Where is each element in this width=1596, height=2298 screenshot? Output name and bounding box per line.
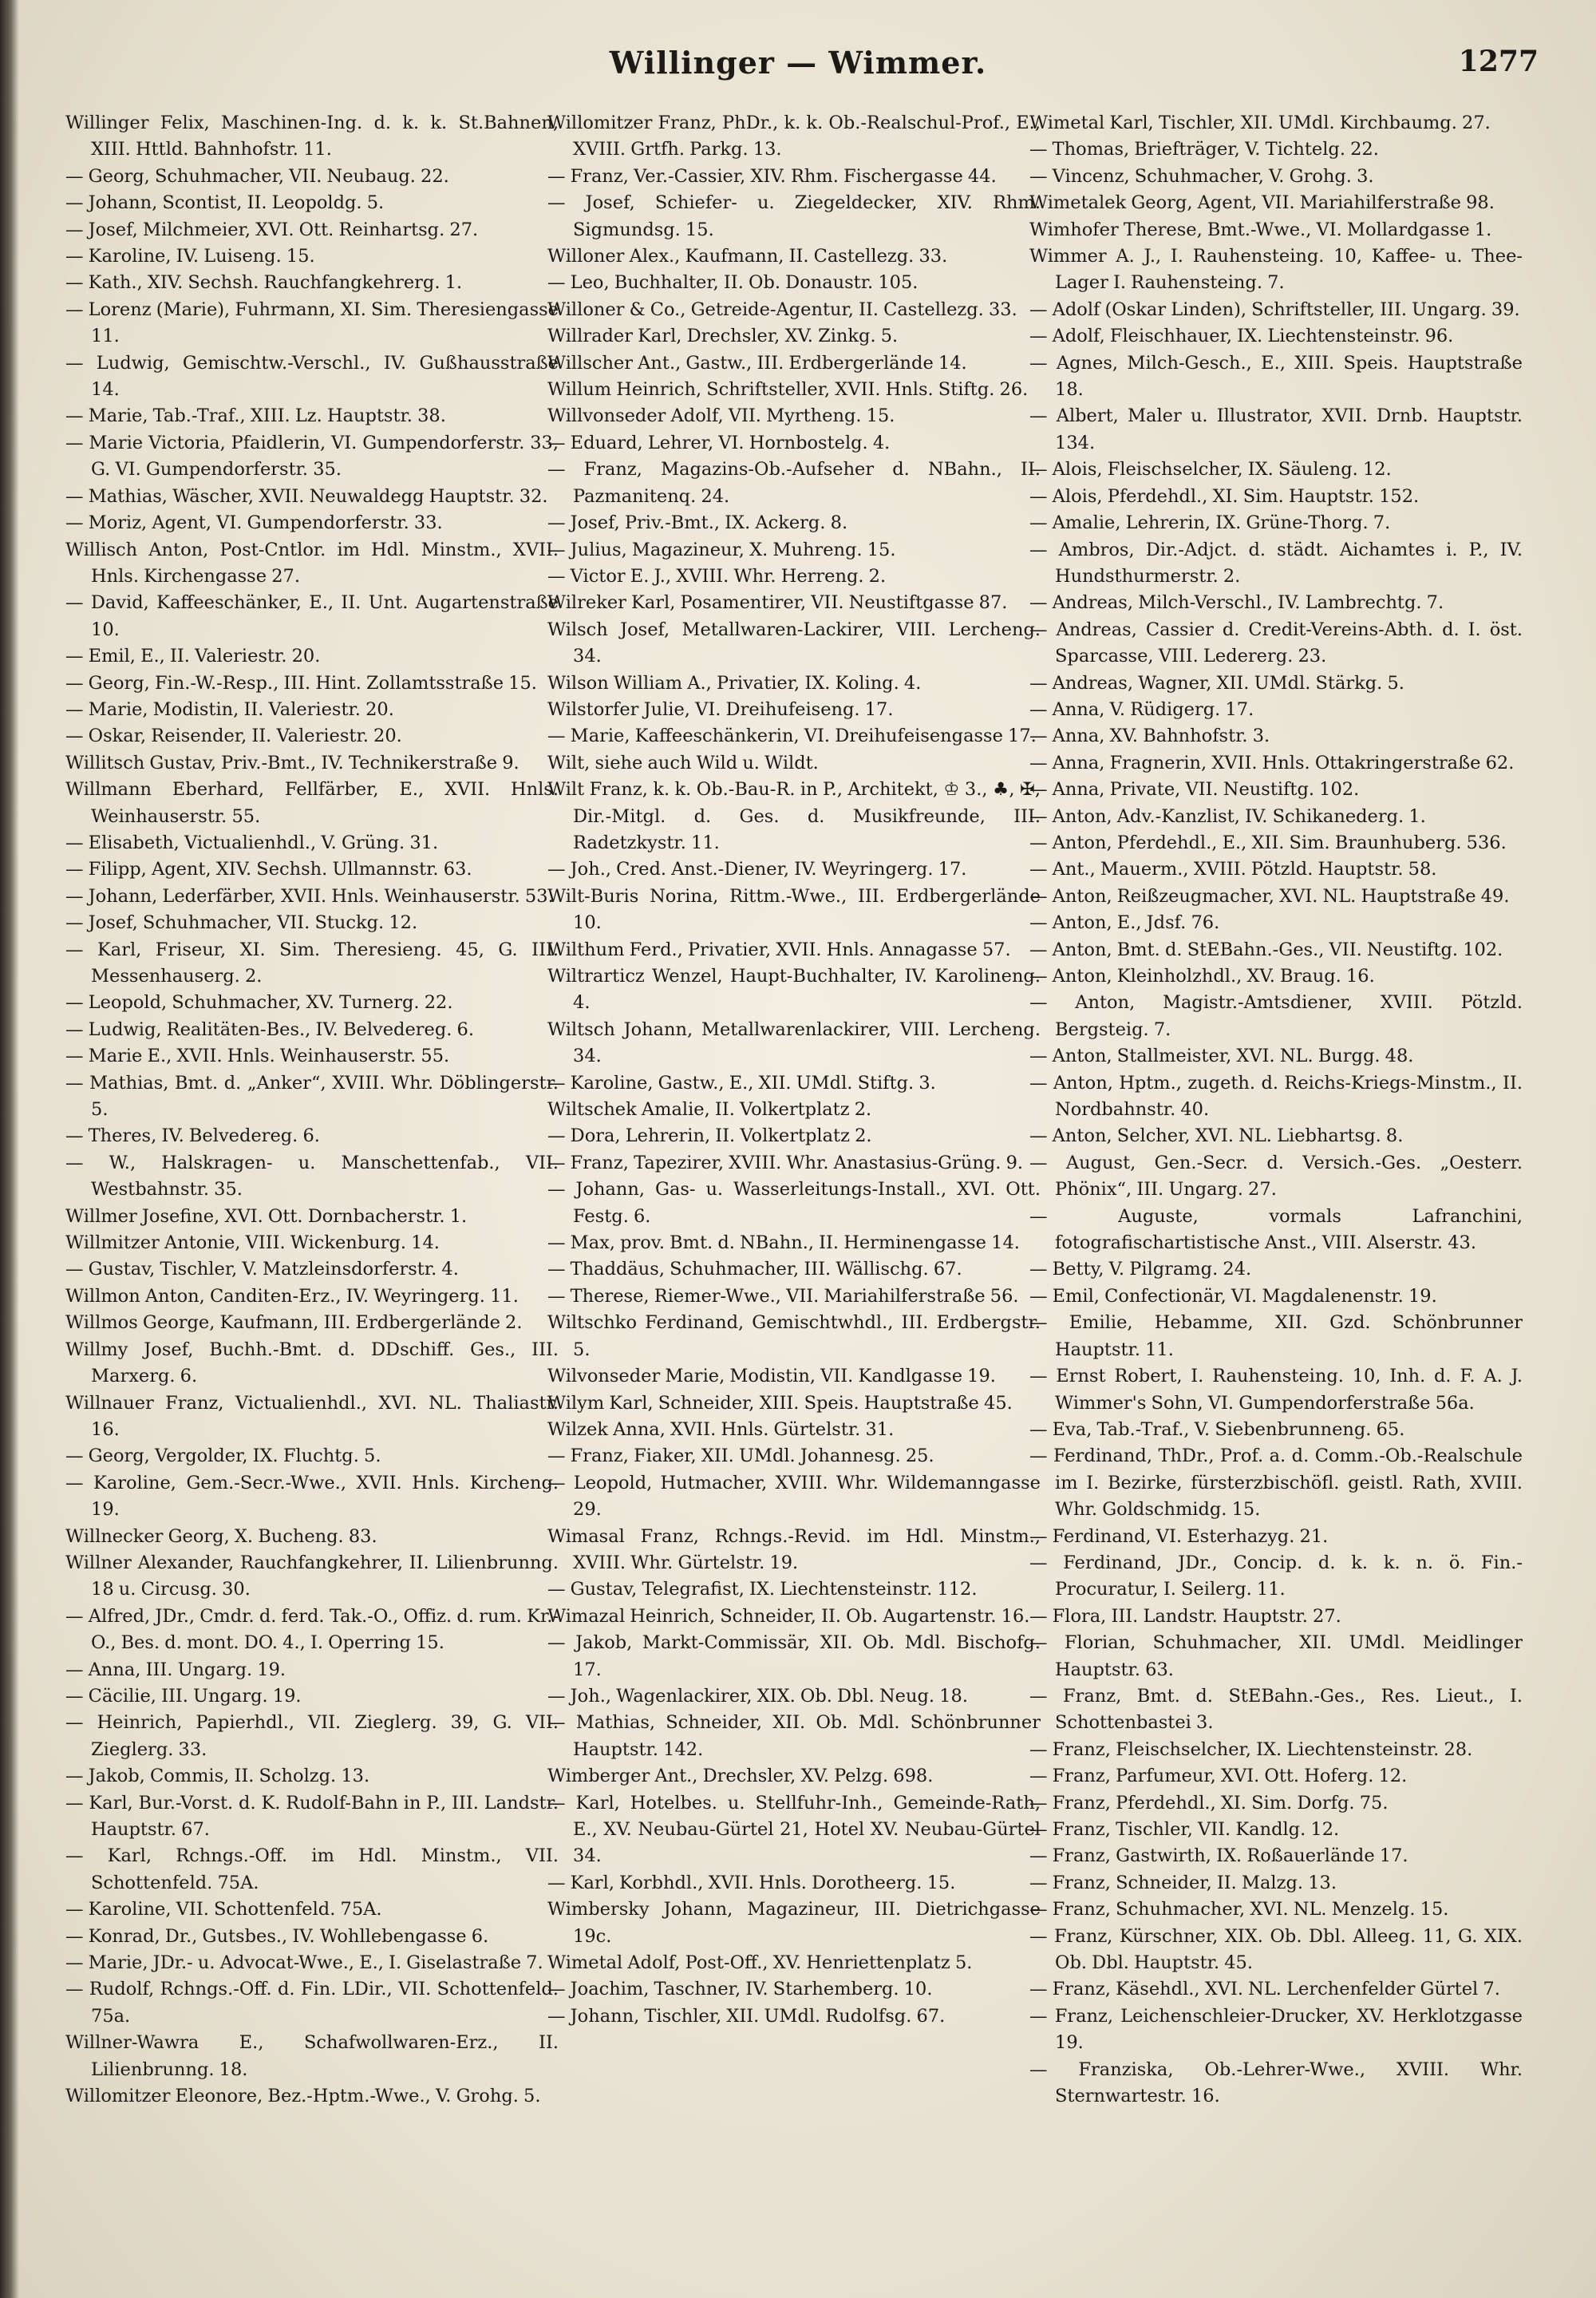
directory-entry: — Anna, XV. Bahnhofstr. 3. xyxy=(1029,726,1270,747)
directory-column-2 xyxy=(547,110,1041,2273)
page-header xyxy=(48,45,1548,101)
directory-entry: — Alois, Pferdehdl., XI. Sim. Hauptstr. 152. xyxy=(1029,485,1420,507)
directory-entry: — Georg, Vergolder, IX. Fluchtg. 5. xyxy=(65,1446,381,1467)
directory-entry: — Gustav, Tischler, V. Matzleinsdorferstr. 4. xyxy=(65,1259,459,1280)
directory-entry: — August, Gen.-Secr. d. Versich.-Ges. „Oesterr. Phönix“, III. Ungarg. 27. xyxy=(1029,1152,1523,1200)
directory-entry: — Eduard, Lehrer, VI. Hornbostelg. 4. xyxy=(547,432,891,453)
directory-entry: Willitsch Gustav, Priv.-Bmt., IV. Technikerstraße 9. xyxy=(65,752,519,773)
directory-entry: — Franz, Leichenschleier-Drucker, XV. Herklotzgasse 19. xyxy=(1029,2005,1523,2054)
directory-entry: — Auguste, vormals Lafranchini, fotografischartistische Anst., VIII. Alserstr. 43. xyxy=(1029,1205,1523,1254)
directory-entry: — Emil, Confectionär, VI. Magdalenenstr. 19. xyxy=(1029,1285,1437,1307)
directory-entry: — Andreas, Cassier d. Credit-Vereins-Abth. d. I. öst. Sparcasse, VIII. Ledererg. 23. xyxy=(1029,619,1523,667)
directory-entry: Willum Heinrich, Schriftsteller, XVII. Hnls. Stiftg. 26. xyxy=(547,379,1029,401)
directory-entry: — Alfred, JDr., Cmdr. d. ferd. Tak.-O., Offiz. d. rum. Kr.-O., Bes. d. mont. DO. 4., I. Operring 15. xyxy=(65,1605,559,1654)
directory-entry: — Betty, V. Pilgramg. 24. xyxy=(1029,1259,1252,1280)
directory-entry: — Karoline, Gem.-Secr.-Wwe., XVII. Hnls. Kircheng. 19. xyxy=(65,1472,559,1521)
directory-entry: — Emilie, Hebamme, XII. Gzd. Schönbrunner Hauptstr. 11. xyxy=(1029,1312,1523,1360)
directory-entry: Wilt Franz, k. k. Ob.-Bau-R. in P., Architekt, ♔ 3., ♣, ✠, Dir.-Mitgl. d. Ges. d. Musikfreunde, III. Radetzkystr. 11. xyxy=(547,779,1041,853)
directory-entry: — Karl, Bur.-Vorst. d. K. Rudolf-Bahn in P., III. Landstr. Hauptstr. 67. xyxy=(65,1792,559,1840)
directory-entry: — Ludwig, Realitäten-Bes., IV. Belvedereg. 6. xyxy=(65,1018,475,1040)
directory-entry: — Georg, Schuhmacher, VII. Neubaug. 22. xyxy=(65,165,449,187)
directory-entry: — Max, prov. Bmt. d. NBahn., II. Herminengasse 14. xyxy=(547,1232,1020,1254)
directory-entry: — Jakob, Markt-Commissär, XII. Ob. Mdl. Bischofg. 17. xyxy=(547,1632,1041,1680)
directory-entry: Wimhofer Therese, Bmt.-Wwe., VI. Mollardgasse 1. xyxy=(1029,219,1492,240)
directory-entry: — Filipp, Agent, XIV. Sechsh. Ullmannstr. 63. xyxy=(65,859,472,880)
directory-entry: — Thaddäus, Schuhmacher, III. Wällischg. 67. xyxy=(547,1259,962,1280)
directory-entry: — Anna, V. Rüdigerg. 17. xyxy=(1029,698,1254,720)
directory-entry: Willinger Felix, Maschinen-Ing. d. k. k. St.Bahnen, XIII. Httld. Bahnhofstr. 11. xyxy=(65,113,559,160)
directory-entry: — Theres, IV. Belvedereg. 6. xyxy=(65,1125,320,1147)
directory-entry: — Karoline, Gastw., E., XII. UMdl. Stiftg. 3. xyxy=(547,1072,936,1094)
directory-entry: — Florian, Schuhmacher, XII. UMdl. Meidlinger Hauptstr. 63. xyxy=(1029,1632,1523,1680)
directory-entry: Wilson William A., Privatier, IX. Koling. 4. xyxy=(547,672,922,694)
directory-entry: — Ernst Robert, I. Rauhensteing. 10, Inh. d. F. A. J. Wimmer's Sohn, VI. Gumpendorferstraße 56a. xyxy=(1029,1366,1523,1414)
directory-entry: — Gustav, Telegrafist, IX. Liechtensteinstr. 112. xyxy=(547,1579,978,1600)
directory-entry: — Leo, Buchhalter, II. Ob. Donaustr. 105. xyxy=(547,272,918,294)
directory-entry: — Andreas, Wagner, XII. UMdl. Stärkg. 5. xyxy=(1029,672,1404,694)
directory-entry: — Marie, Modistin, II. Valeriestr. 20. xyxy=(65,698,394,720)
directory-entry: — Flora, III. Landstr. Hauptstr. 27. xyxy=(1029,1605,1341,1627)
directory-entry: Willner-Wawra E., Schafwollwaren-Erz., II. Lilienbrunng. 18. xyxy=(65,2032,559,2080)
directory-entry: Wiltschek Amalie, II. Volkertplatz 2. xyxy=(547,1099,872,1121)
directory-entry: Wiltrarticz Wenzel, Haupt-Buchhalter, IV. Karolineng. 4. xyxy=(547,966,1041,1014)
directory-entry: — Karl, Friseur, XI. Sim. Theresieng. 45, G. III. Messenhauserg. 2. xyxy=(65,939,559,987)
directory-entry: — Vincenz, Schuhmacher, V. Grohg. 3. xyxy=(1029,165,1374,187)
directory-entry: — Karoline, IV. Luiseng. 15. xyxy=(65,246,315,267)
directory-entry: — Agnes, Milch-Gesch., E., XIII. Speis. Hauptstraße 18. xyxy=(1029,352,1523,401)
directory-entry: — Anton, E., Jdsf. 76. xyxy=(1029,912,1220,934)
directory-entry: Willoner & Co., Getreide-Agentur, II. Castellezg. 33. xyxy=(547,299,1017,320)
directory-entry: — Karl, Rchngs.-Off. im Hdl. Minstm., VII. Schottenfeld. 75A. xyxy=(65,1845,559,1893)
directory-entry: — Anton, Selcher, XVI. NL. Liebhartsg. 8. xyxy=(1029,1125,1404,1147)
directory-entry: Wimmer A. J., I. Rauhensteing. 10, Kaffee- u. Thee-Lager I. Rauhensteing. 7. xyxy=(1029,246,1523,294)
directory-entry: — Anton, Hptm., zugeth. d. Reichs-Kriegs-Minstm., II. Nordbahnstr. 40. xyxy=(1029,1072,1523,1121)
directory-entry: — Franz, Schneider, II. Malzg. 13. xyxy=(1029,1872,1337,1893)
directory-entry: — Moriz, Agent, VI. Gumpendorferstr. 33. xyxy=(65,512,443,534)
directory-entry: Wimetalek Georg, Agent, VII. Mariahilferstraße 98. xyxy=(1029,192,1495,214)
directory-entry: — Amalie, Lehrerin, IX. Grüne-Thorg. 7. xyxy=(1029,512,1391,534)
directory-entry: — Adolf, Fleischhauer, IX. Liechtensteinstr. 96. xyxy=(1029,326,1454,347)
directory-entry: Willnecker Georg, X. Bucheng. 83. xyxy=(65,1525,377,1547)
directory-entry: — Franz, Kürschner, XIX. Ob. Dbl. Alleeg. 11, G. XIX. Ob. Dbl. Hauptstr. 45. xyxy=(1029,1925,1523,1974)
directory-entry: — Franz, Tischler, VII. Kandlg. 12. xyxy=(1029,1819,1340,1840)
directory-entry: Willmitzer Antonie, VIII. Wickenburg. 14. xyxy=(65,1232,440,1254)
directory-entry: Wilthum Ferd., Privatier, XVII. Hnls. Annagasse 57. xyxy=(547,939,1011,960)
directory-entry: — Dora, Lehrerin, II. Volkertplatz 2. xyxy=(547,1125,872,1147)
directory-entry: — Mathias, Wäscher, XVII. Neuwaldegg Hauptstr. 32. xyxy=(65,485,548,507)
directory-entry: — Franz, Schuhmacher, XVI. NL. Menzelg. 15. xyxy=(1029,1899,1449,1920)
directory-column-1 xyxy=(65,110,559,2273)
directory-entry: — Ambros, Dir.-Adjct. d. städt. Aichamtes i. P., IV. Hundsthurmerstr. 2. xyxy=(1029,539,1523,587)
directory-entry: — Jakob, Commis, II. Scholzg. 13. xyxy=(65,1766,370,1787)
directory-entry: — Franz, Parfumeur, XVI. Ott. Hoferg. 12. xyxy=(1029,1766,1408,1787)
directory-entry: — Therese, Riemer-Wwe., VII. Mariahilferstraße 56. xyxy=(547,1285,1019,1307)
directory-entry: — Franziska, Ob.-Lehrer-Wwe., XVIII. Whr. Sternwartestr. 16. xyxy=(1029,2059,1523,2107)
directory-entry: Wimetal Adolf, Post-Off., XV. Henriettenplatz 5. xyxy=(547,1952,973,1974)
directory-entry: Willmy Josef, Buchh.-Bmt. d. DDschiff. Ges., III. Marxerg. 6. xyxy=(65,1339,559,1387)
directory-entry: — Rudolf, Rchngs.-Off. d. Fin. LDir., VII. Schottenfeld. 75a. xyxy=(65,1979,559,2027)
directory-entry: — Karl, Hotelbes. u. Stellfuhr-Inh., Gemeinde-Rath, E., XV. Neubau-Gürtel 21, Hotel XV. Neubau-Gürtel 34. xyxy=(547,1792,1041,1867)
directory-entry: — Josef, Schuhmacher, VII. Stuckg. 12. xyxy=(65,912,418,934)
directory-entry: Wiltsch Johann, Metallwarenlackirer, VIII. Lercheng. 34. xyxy=(547,1018,1041,1067)
directory-entry: — Anton, Bmt. d. StEBahn.-Ges., VII. Neustiftg. 102. xyxy=(1029,939,1503,960)
running-title: Willinger — Wimmer. xyxy=(609,45,987,81)
directory-entry: Willoner Alex., Kaufmann, II. Castellezg. 33. xyxy=(547,246,948,267)
directory-entry: Willomitzer Franz, PhDr., k. k. Ob.-Realschul-Prof., E., XVIII. Grtfh. Parkg. 13. xyxy=(547,113,1041,160)
directory-entry: — Mathias, Schneider, XII. Ob. Mdl. Schönbrunner Hauptstr. 142. xyxy=(547,1712,1041,1760)
directory-entry: Willmon Anton, Canditen-Erz., IV. Weyringerg. 11. xyxy=(65,1285,519,1307)
directory-column-3 xyxy=(1029,110,1523,2273)
directory-entry: Wimetal Karl, Tischler, XII. UMdl. Kirchbaumg. 27. xyxy=(1029,113,1491,133)
directory-entry: Willner Alexander, Rauchfangkehrer, II. Lilienbrunng. 18 u. Circusg. 30. xyxy=(65,1552,559,1600)
directory-entry: — Karoline, VII. Schottenfeld. 75A. xyxy=(65,1899,382,1920)
page-number: 1277 xyxy=(1458,45,1539,78)
directory-entry: — Johann, Tischler, XII. UMdl. Rudolfsg. 67. xyxy=(547,2005,946,2027)
directory-entry: — Marie E., XVII. Hnls. Weinhauserstr. 55. xyxy=(65,1046,450,1067)
directory-entry: — Johann, Gas- u. Wasserleitungs-Install., XVI. Ott. Festg. 6. xyxy=(547,1179,1041,1227)
directory-entry: Wimasal Franz, Rchngs.-Revid. im Hdl. Minstm., XVIII. Whr. Gürtelstr. 19. xyxy=(547,1525,1041,1573)
directory-entry: Willnauer Franz, Victualienhdl., XVI. NL. Thaliastr. 16. xyxy=(65,1392,559,1440)
directory-entry: — Anton, Kleinholzhdl., XV. Braug. 16. xyxy=(1029,966,1375,987)
directory-entry: Wilreker Karl, Posamentirer, VII. Neustiftgasse 87. xyxy=(547,592,1008,614)
directory-entry: — W., Halskragen- u. Manschettenfab., VII. Westbahnstr. 35. xyxy=(65,1152,559,1200)
directory-entry: — Anton, Adv.-Kanzlist, IV. Schikanederg. 1. xyxy=(1029,805,1426,827)
directory-entry: — Ludwig, Gemischtw.-Verschl., IV. Gußhausstraße 14. xyxy=(65,352,559,401)
directory-entry: Willscher Ant., Gastw., III. Erdbergerlände 14. xyxy=(547,352,967,374)
directory-entry: — Anton, Pferdehdl., E., XII. Sim. Braunhuberg. 536. xyxy=(1029,832,1507,853)
directory-entry: Wimazal Heinrich, Schneider, II. Ob. Augartenstr. 16. xyxy=(547,1605,1030,1627)
directory-entry: — Leopold, Hutmacher, XVIII. Whr. Wildemanngasse 29. xyxy=(547,1472,1041,1521)
directory-entry: Wimberger Ant., Drechsler, XV. Pelzg. 698. xyxy=(547,1766,934,1787)
directory-entry: — Joh., Wagenlackirer, XIX. Ob. Dbl. Neug. 18. xyxy=(547,1685,968,1707)
directory-entry: Willvonseder Adolf, VII. Myrtheng. 15. xyxy=(547,405,895,427)
directory-entry: — Karl, Korbhdl., XVII. Hnls. Dorotheerg. 15. xyxy=(547,1872,956,1893)
book-gutter xyxy=(0,0,19,2298)
directory-entry: Willomitzer Eleonore, Bez.-Hptm.-Wwe., V. Grohg. 5. xyxy=(65,2086,541,2107)
directory-entry: — Franz, Fiaker, XII. UMdl. Johannesg. 25. xyxy=(547,1446,934,1467)
directory-entry: Willmos George, Kaufmann, III. Erdbergerlände 2. xyxy=(65,1312,523,1334)
directory-entry: — Marie, Kaffeeschänkerin, VI. Dreihufeisengasse 17. xyxy=(547,726,1037,747)
directory-entry: — Lorenz (Marie), Fuhrmann, XI. Sim. Theresiengasse 11. xyxy=(65,299,559,347)
directory-entry: — Joh., Cred. Anst.-Diener, IV. Weyringerg. 17. xyxy=(547,859,967,880)
directory-entry: Willmann Eberhard, Fellfärber, E., XVII. Hnls. Weinhauserstr. 55. xyxy=(65,779,559,827)
directory-entry: — Elisabeth, Victualienhdl., V. Grüng. 31. xyxy=(65,832,439,853)
directory-entry: — Marie, Tab.-Traf., XIII. Lz. Hauptstr. 38. xyxy=(65,405,446,427)
directory-entry: — Heinrich, Papierhdl., VII. Zieglerg. 39, G. VII. Zieglerg. 33. xyxy=(65,1712,559,1760)
directory-entry: — Albert, Maler u. Illustrator, XVII. Drnb. Hauptstr. 134. xyxy=(1029,405,1523,453)
directory-entry: — Ant., Mauerm., XVIII. Pötzld. Hauptstr. 58. xyxy=(1029,859,1437,880)
directory-entry: Willisch Anton, Post-Cntlor. im Hdl. Minstm., XVII. Hnls. Kirchengasse 27. xyxy=(65,539,559,587)
directory-entry: — Joachim, Taschner, IV. Starhemberg. 10. xyxy=(547,1979,933,2000)
directory-entry: — Emil, E., II. Valeriestr. 20. xyxy=(65,646,321,667)
directory-entry: — Ferdinand, JDr., Concip. d. k. k. n. ö. Fin.-Procuratur, I. Seilerg. 11. xyxy=(1029,1552,1523,1600)
directory-entry: — Georg, Fin.-W.-Resp., III. Hint. Zollamtsstraße 15. xyxy=(65,672,537,694)
directory-entry: Willmer Josefine, XVI. Ott. Dornbacherstr. 1. xyxy=(65,1205,468,1227)
directory-entry: — Franz, Gastwirth, IX. Roßauerlände 17. xyxy=(1029,1845,1408,1867)
directory-entry: Wilt, siehe auch Wild u. Wildt. xyxy=(547,752,819,773)
directory-entry: Wimbersky Johann, Magazineur, III. Dietrichgasse 19c. xyxy=(547,1899,1041,1947)
directory-entry: — Victor E. J., XVIII. Whr. Herreng. 2. xyxy=(547,565,887,587)
directory-entry: — Eva, Tab.-Traf., V. Siebenbrunneng. 65. xyxy=(1029,1418,1405,1440)
directory-entry: — Cäcilie, III. Ungarg. 19. xyxy=(65,1685,302,1707)
directory-entry: Wiltschko Ferdinand, Gemischtwhdl., III. Erdbergstr. 5. xyxy=(547,1312,1041,1360)
directory-entry: — Marie Victoria, Pfaidlerin, VI. Gumpendorferstr. 33, G. VI. Gumpendorferstr. 35. xyxy=(65,432,559,481)
directory-entry: — Franz, Ver.-Cassier, XIV. Rhm. Fischergasse 44. xyxy=(547,165,997,187)
directory-entry: — Anna, Private, VII. Neustiftg. 102. xyxy=(1029,779,1360,801)
directory-entry: — Josef, Schiefer- u. Ziegeldecker, XIV. Rhm. Sigmundsg. 15. xyxy=(547,192,1041,240)
directory-entry: — Franz, Käsehdl., XVI. NL. Lerchenfelder Gürtel 7. xyxy=(1029,1979,1500,2000)
directory-entry: Wilstorfer Julie, VI. Dreihufeiseng. 17. xyxy=(547,698,894,720)
directory-entry: Willrader Karl, Drechsler, XV. Zinkg. 5. xyxy=(547,326,899,347)
directory-entry: Wilym Karl, Schneider, XIII. Speis. Hauptstraße 45. xyxy=(547,1392,1013,1414)
directory-entry: — Franz, Bmt. d. StEBahn.-Ges., Res. Lieut., I. Schottenbastei 3. xyxy=(1029,1685,1523,1734)
directory-entry: Wilzek Anna, XVII. Hnls. Gürtelstr. 31. xyxy=(547,1418,895,1440)
directory-entry: — Alois, Fleischselcher, IX. Säuleng. 12. xyxy=(1029,459,1392,481)
directory-entry: — Marie, JDr.- u. Advocat-Wwe., E., I. Giselastraße 7. xyxy=(65,1952,543,1974)
directory-entry: — Anton, Stallmeister, XVI. NL. Burgg. 48. xyxy=(1029,1046,1414,1067)
directory-entry: — Ferdinand, ThDr., Prof. a. d. Comm.-Ob.-Realschule im I. Bezirke, fürsterzbischöfl. geistl. Rath, XVIII. Whr. Goldschmidg. 15. xyxy=(1029,1446,1523,1521)
directory-entry: — Franz, Fleischselcher, IX. Liechtensteinstr. 28. xyxy=(1029,1738,1473,1760)
directory-entry: — Konrad, Dr., Gutsbes., IV. Wohllebengasse 6. xyxy=(65,1925,489,1947)
directory-entry: — Ferdinand, VI. Esterhazyg. 21. xyxy=(1029,1525,1329,1547)
directory-entry: — Leopold, Schuhmacher, XV. Turnerg. 22. xyxy=(65,992,453,1014)
directory-entry: — Johann, Scontist, II. Leopoldg. 5. xyxy=(65,192,385,214)
directory-entry: Wilt-Buris Norina, Rittm.-Wwe., III. Erdbergerlände 10. xyxy=(547,885,1041,934)
directory-entry: — Adolf (Oskar Linden), Schriftsteller, III. Ungarg. 39. xyxy=(1029,299,1520,320)
directory-entry: — Julius, Magazineur, X. Muhreng. 15. xyxy=(547,539,896,560)
directory-entry: — Oskar, Reisender, II. Valeriestr. 20. xyxy=(65,726,402,747)
directory-entry: — Johann, Lederfärber, XVII. Hnls. Weinhauserstr. 53. xyxy=(65,885,554,907)
directory-entry: — Franz, Tapezirer, XVIII. Whr. Anastasius-Grüng. 9. xyxy=(547,1152,1024,1173)
directory-entry: — Franz, Pferdehdl., XI. Sim. Dorfg. 75. xyxy=(1029,1792,1389,1813)
directory-entry: — Anna, III. Ungarg. 19. xyxy=(65,1659,286,1680)
directory-entry: — Anton, Reißzeugmacher, XVI. NL. Hauptstraße 49. xyxy=(1029,885,1510,907)
directory-entry: — Andreas, Milch-Verschl., IV. Lambrechtg. 7. xyxy=(1029,592,1444,614)
directory-entry: — Franz, Magazins-Ob.-Aufseher d. NBahn., II. Pazmanitenq. 24. xyxy=(547,459,1041,507)
directory-entry: — Josef, Priv.-Bmt., IX. Ackerg. 8. xyxy=(547,512,848,534)
directory-entry: — David, Kaffeeschänker, E., II. Unt. Augartenstraße 10. xyxy=(65,592,559,640)
directory-entry: — Josef, Milchmeier, XVI. Ott. Reinhartsg. 27. xyxy=(65,219,479,240)
directory-entry: — Anton, Magistr.-Amtsdiener, XVIII. Pötzld. Bergsteig. 7. xyxy=(1029,992,1523,1040)
directory-entry: — Thomas, Briefträger, V. Tichtelg. 22. xyxy=(1029,139,1379,160)
directory-entry: Wilsch Josef, Metallwaren-Lackirer, VIII. Lercheng. 34. xyxy=(547,619,1041,667)
directory-entry: — Anna, Fragnerin, XVII. Hnls. Ottakringerstraße 62. xyxy=(1029,752,1515,773)
directory-entry: — Kath., XIV. Sechsh. Rauchfangkehrerg. 1. xyxy=(65,272,463,294)
directory-entry: Wilvonseder Marie, Modistin, VII. Kandlgasse 19. xyxy=(547,1366,996,1387)
directory-entry: — Mathias, Bmt. d. „Anker“, XVIII. Whr. Döblingerstr. 5. xyxy=(65,1072,559,1121)
